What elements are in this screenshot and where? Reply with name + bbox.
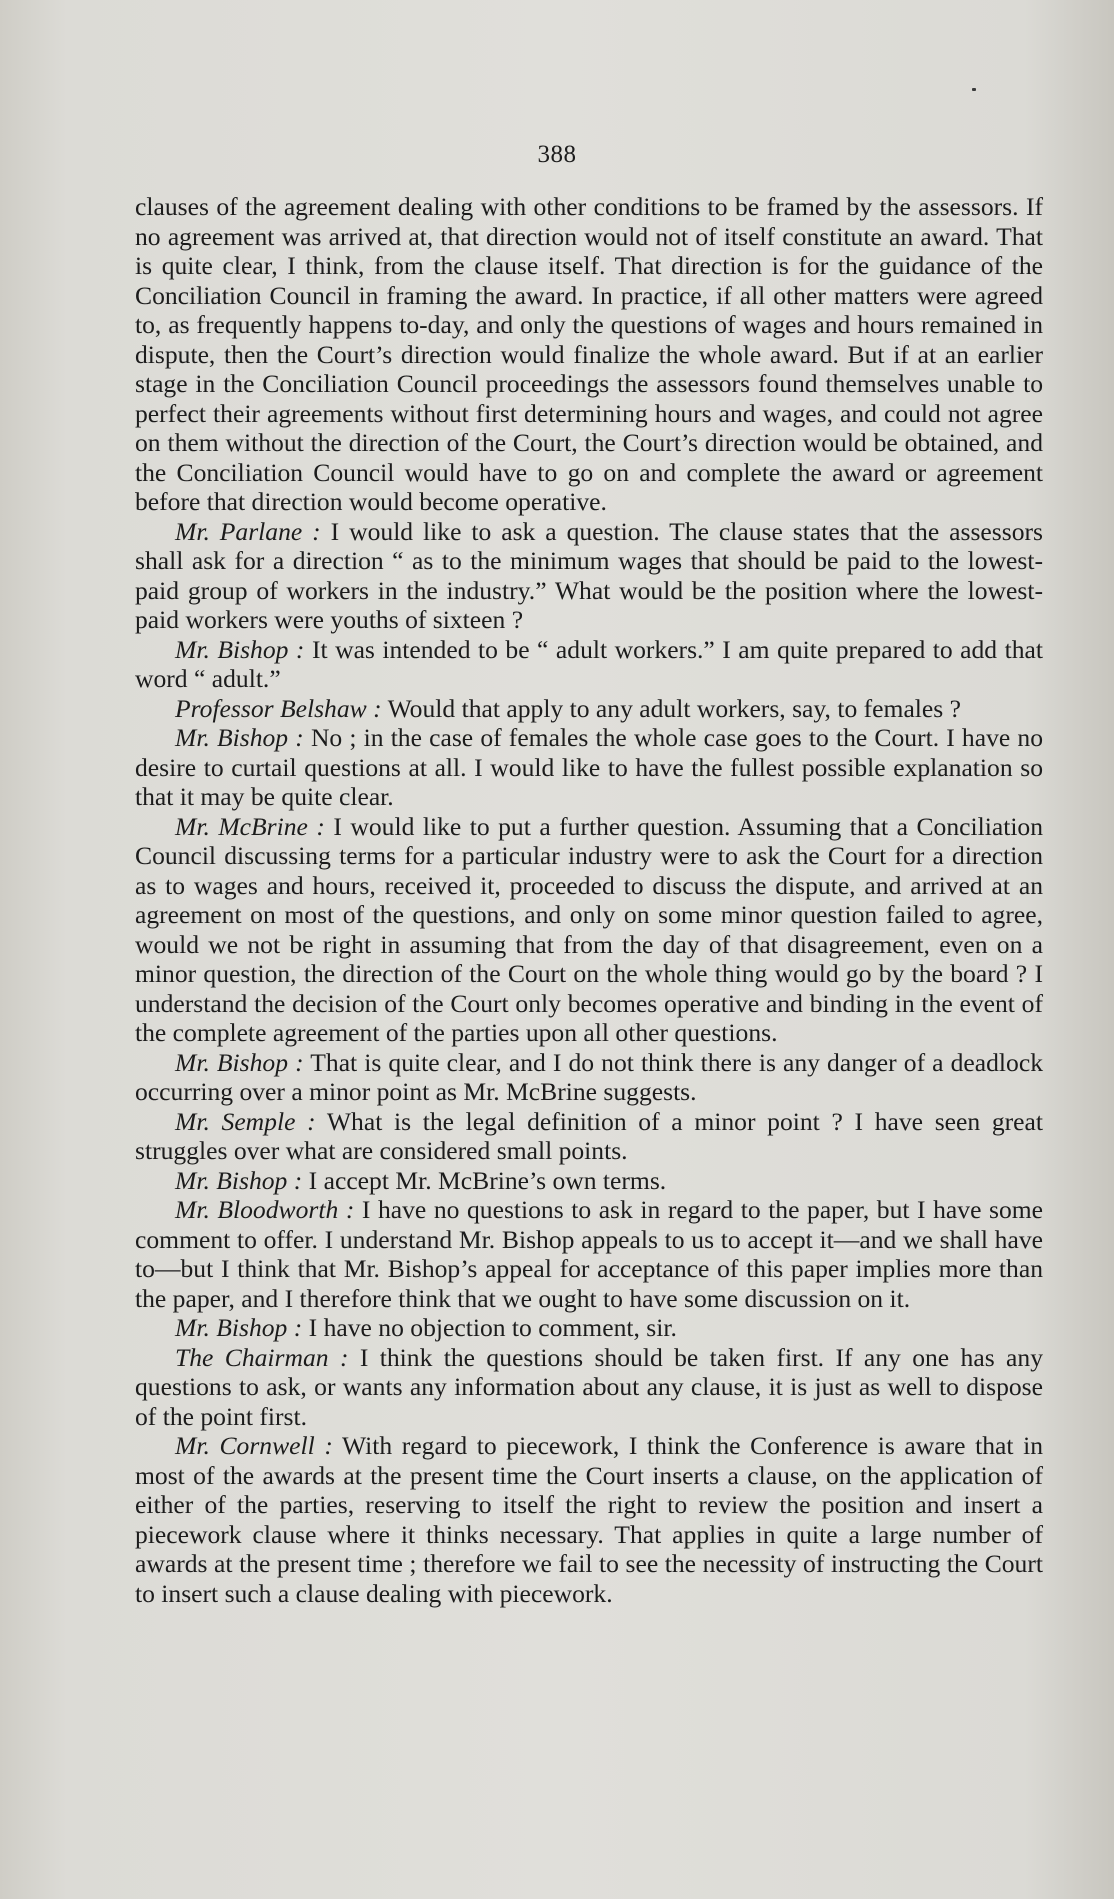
- paragraph-text: I have no objection to comment, sir.: [308, 1313, 677, 1342]
- paragraph: [135, 1048, 1043, 1107]
- speaker-name: Mr. Bishop :: [175, 1165, 303, 1195]
- paragraph: [135, 1107, 1043, 1166]
- paragraph-text: What is the legal definition of a minor point ? I have seen great struggles over what are considered small points.: [135, 1106, 1043, 1165]
- paragraph-text: I would like to ask a question. The clause states that the assessors shall ask for a direction “ as to the minimum wages that should be paid to the lowest-paid group of workers in the industry.” What would be the position where the lowest-paid workers were youths of sixteen ?: [135, 516, 1043, 634]
- paragraph: [135, 1343, 1043, 1432]
- page-number: 388: [537, 141, 577, 168]
- paragraph: [135, 1166, 1043, 1196]
- paragraph-text: Would that apply to any adult workers, say, to females ?: [387, 693, 961, 723]
- speaker-name: Professor Belshaw :: [175, 693, 382, 723]
- body-text: [135, 192, 1043, 1608]
- paragraph-text: I would like to put a further question. Assuming that a Conciliation Council discussing terms for a particular industry were to ask the Court for a direction as to wages and hours, received it, proceeded to discuss the dispute, and arrived at an agreement on most of the questions, and only on some minor question failed to agree, would we not be right in assuming that from the day of that disagreement, even on a minor question, the direction of the Court on the whole thing would go by the board ? I understand the decision of the Court only becomes operative and binding in the event of the complete agreement of the parties upon all other questions.: [135, 811, 1044, 1047]
- paragraph: [135, 192, 1043, 517]
- paragraph-text: No ; in the case of females the whole case goes to the Court. I have no desire to curtail questions at all. I would like to have the fullest possible explanation so that it may be quite clear.: [135, 723, 1043, 811]
- paragraph: [135, 517, 1043, 635]
- speaker-name: Mr. Cornwell :: [175, 1431, 333, 1460]
- speaker-name: Mr. Bloodworth :: [175, 1195, 355, 1224]
- speaker-name: Mr. Semple :: [175, 1106, 316, 1136]
- speaker-name: Mr. Bishop :: [175, 1047, 304, 1077]
- paragraph: [135, 723, 1043, 812]
- paragraph-text: It was intended to be “ adult workers.” I am quite prepared to add that word “ adult.”: [135, 634, 1043, 693]
- paragraph: [135, 1431, 1043, 1608]
- paragraph-text: That is quite clear, and I do not think there is any danger of a deadlock occurring over a minor point as Mr. McBrine suggests.: [135, 1047, 1043, 1106]
- paragraph-text: I think the questions should be taken first. If any one has any questions to ask, or wants any information about any clause, it is just as well to dispose of the point first.: [135, 1342, 1043, 1431]
- speaker-name: Mr. Bishop :: [175, 723, 304, 752]
- paragraph-text: I have no questions to ask in regard to the paper, but I have some comment to offer. I understand Mr. Bishop appeals to us to accept it—and we shall have to—but I think that Mr. Bishop’s appeal for acceptance of this paper implies more than the paper, and I therefore think that we ought to have some discussion on it.: [135, 1195, 1044, 1313]
- ink-speck: [972, 88, 976, 91]
- paragraph: [135, 1313, 1043, 1343]
- speaker-name: Mr. McBrine :: [175, 811, 325, 841]
- paragraph-text: clauses of the agreement dealing with other conditions to be framed by the assessors. If no agreement was arrived at, that direction would not of itself constitute an award. That is quite clear, I think, from the clause itself. That direction is for the guidance of the Conciliation Council in framing the award. In practice, if all other matters were agreed to, as frequently happens to-day, and only the questions of wages and hours remained in dispute, then the Court’s direction would finalize the whole award. But if at an earlier stage in the Conciliation Council proceedings the assessors found themselves unable to perfect their agreements without first determining hours and wages, and could not agree on them without the direction of the Court, the Court’s direction would be obtained, and the Conciliation Council would have to go on and complete the award or agreement before that direction would become operative.: [135, 192, 1043, 516]
- paragraph-text: With regard to piecework, I think the Conference is aware that in most of the awards at the present time the Court inserts a clause, on the application of either of the parties, reserving to itself the right to review the position and insert a piecework clause where it thinks necessary. That applies in quite a large number of awards at the present time ; therefore we fail to see the necessity of instructing the Court to insert such a clause dealing with piecework.: [135, 1431, 1043, 1608]
- speaker-name: Mr. Parlane :: [175, 516, 321, 546]
- paragraph-text: I accept Mr. McBrine’s own terms.: [308, 1165, 667, 1195]
- speaker-name: Mr. Bishop :: [175, 1313, 303, 1342]
- paragraph: [135, 812, 1043, 1048]
- paragraph: [135, 635, 1043, 694]
- paragraph: [135, 1195, 1043, 1313]
- speaker-name: The Chairman :: [175, 1342, 349, 1372]
- paragraph: [135, 694, 1043, 724]
- speaker-name: Mr. Bishop :: [175, 634, 305, 664]
